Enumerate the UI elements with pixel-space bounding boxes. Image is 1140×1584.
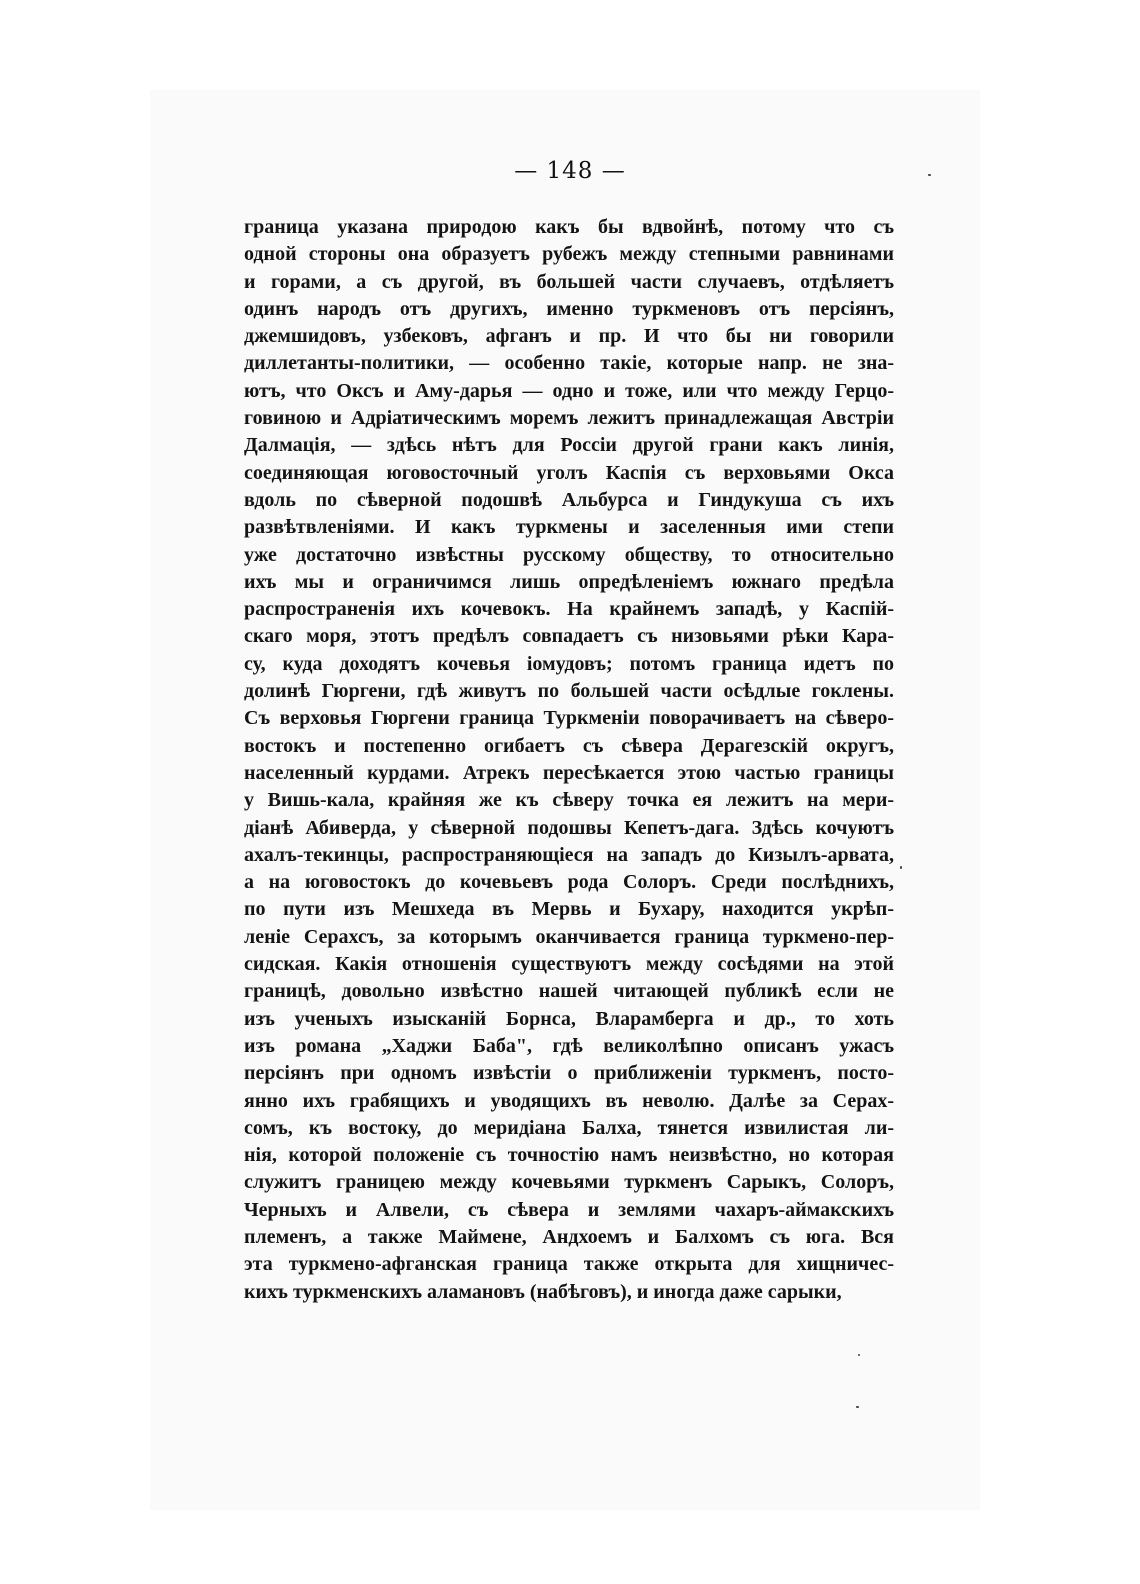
text-line: одной стороны она образуетъ рубежъ между степными равнинами bbox=[244, 243, 894, 266]
text-line: персіянъ при одномъ извѣстіи о приближеніи туркменъ, посто- bbox=[244, 1062, 894, 1085]
text-line: ютъ, что Оксъ и Аму-дарья — одно и тоже, или что между Герцо- bbox=[244, 379, 894, 402]
text-line: Далмація, — здѣсь нѣтъ для Россіи другой грани какъ линія, bbox=[244, 434, 894, 457]
text-line: по пути изъ Мешхеда въ Мервь и Бухару, находится укрѣп- bbox=[244, 898, 894, 921]
text-line: ахалъ-текинцы, распространяющіеся на западъ до Кизылъ-арвата, bbox=[244, 843, 894, 866]
text-line: служитъ границею между кочевьями туркменъ Сарыкъ, Солоръ, bbox=[244, 1171, 894, 1194]
text-line: а на юговостокъ до кочевьевъ рода Солоръ. Среди послѣднихъ, bbox=[244, 871, 894, 894]
text-line: изъ романа „Хаджи Баба", гдѣ великолѣпно описанъ ужасъ bbox=[244, 1034, 894, 1057]
scan-speck bbox=[900, 866, 902, 869]
text-line: вдоль по сѣверной подошвѣ Альбурса и Гиндукуша съ ихъ bbox=[244, 488, 894, 511]
text-line: эта туркмено-афганская граница также открыта для хищничес- bbox=[244, 1253, 894, 1276]
body-text bbox=[244, 214, 894, 1306]
text-line: распространенія ихъ кочевокъ. На крайнемъ западѣ, у Каспій- bbox=[244, 598, 894, 621]
text-line: и горами, а съ другой, въ большей части случаевъ, отдѣляетъ bbox=[244, 270, 894, 293]
text-line: сидская. Какія отношенія существуютъ между сосѣдями на этой bbox=[244, 953, 894, 976]
scan-speck bbox=[858, 1354, 860, 1356]
text-line: леніе Серахсъ, за которымъ оканчивается граница туркмено-пер- bbox=[244, 925, 894, 948]
text-line: нія, которой положеніе съ точностію намъ неизвѣстно, но которая bbox=[244, 1144, 894, 1167]
text-line: граница указана природою какъ бы вдвойнѣ, потому что съ bbox=[244, 216, 894, 238]
text-line: Съ верховья Гюргени граница Туркменіи поворачиваетъ на сѣверо- bbox=[244, 707, 894, 730]
text-line: кихъ туркменскихъ аламановъ (набѣговъ), и иногда даже сарыки, bbox=[244, 1280, 842, 1303]
text-line: развѣтвленіями. И какъ туркмены и заселенныя ими степи bbox=[244, 516, 894, 539]
text-line: населенный курдами. Атрекъ пересѣкается этою частью границы bbox=[244, 761, 894, 784]
text-line: діанѣ Абиверда, у сѣверной подошвы Кепетъ-дага. Здѣсь кочуютъ bbox=[244, 816, 894, 839]
text-line: соединяющая юговосточный уголъ Каспія съ верховьями Окса bbox=[244, 461, 894, 484]
text-line: ихъ мы и ограничимся лишь опредѣленіемъ южнаго предѣла bbox=[244, 570, 894, 593]
scan-speck bbox=[856, 1406, 859, 1408]
text-line: скаго моря, этотъ предѣлъ совпадаетъ съ низовьями рѣки Кара- bbox=[244, 625, 894, 648]
text-line: диллетанты-политики, — особенно такіе, которые напр. не зна- bbox=[244, 352, 894, 375]
text-line: границѣ, довольно извѣстно нашей читающей публикѣ если не bbox=[244, 980, 894, 1003]
page-number: — 148 — bbox=[514, 158, 626, 184]
text-line: янно ихъ грабящихъ и уводящихъ въ неволю. Далѣе за Серах- bbox=[244, 1089, 894, 1112]
text-line: джемшидовъ, узбековъ, афганъ и пр. И что бы ни говорили bbox=[244, 325, 894, 348]
text-line: изъ ученыхъ изысканій Борнса, Вларамберга и др., то хоть bbox=[244, 1007, 894, 1030]
text-line: су, куда доходятъ кочевья іомудовъ; потомъ граница идетъ по bbox=[244, 652, 894, 675]
text-line: сомъ, къ востоку, до меридіана Балха, тянется извилистая ли- bbox=[244, 1116, 894, 1139]
text-line: говиною и Адріатическимъ моремъ лежитъ принадлежащая Австріи bbox=[244, 407, 894, 430]
text-line: одинъ народъ отъ другихъ, именно туркменовъ отъ персіянъ, bbox=[244, 297, 894, 320]
text-line: у Вишь-кала, крайняя же къ сѣверу точка ея лежитъ на мери- bbox=[244, 789, 894, 812]
text-line: долинѣ Гюргени, гдѣ живутъ по большей части осѣдлые гоклены. bbox=[244, 680, 894, 703]
text-line: уже достаточно извѣстны русскому обществу, то относительно bbox=[244, 543, 894, 566]
text-line: Черныхъ и Алвели, съ сѣвера и землями чахаръ-аймакскихъ bbox=[244, 1198, 894, 1221]
scan-speck bbox=[928, 174, 931, 176]
text-line: востокъ и постепенно огибаетъ съ сѣвера Дерагезскій округъ, bbox=[244, 734, 894, 757]
text-line: племенъ, а также Маймене, Андхоемъ и Балхомъ съ юга. Вся bbox=[244, 1225, 894, 1248]
